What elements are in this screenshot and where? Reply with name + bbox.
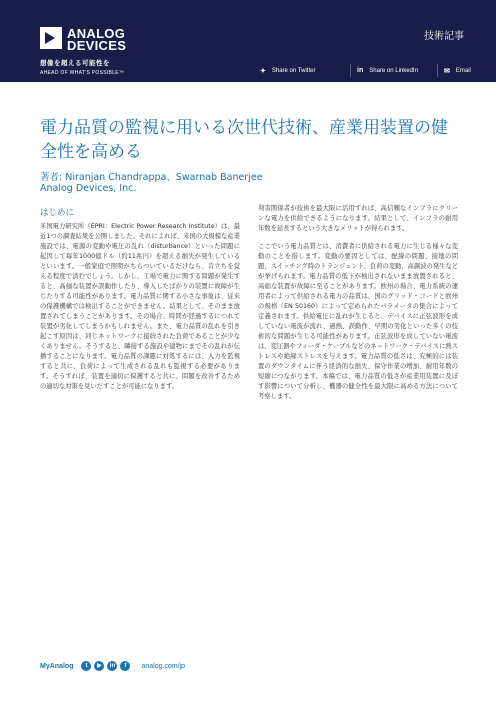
logo-text-line2: DEVICES [67,38,127,53]
article-company: Analog Devices, Inc. [40,183,137,194]
intro-heading: はじめに [40,208,75,218]
share-twitter-button[interactable] [254,64,350,77]
logo-text-line1: ANALOG [67,26,126,41]
facebook-icon[interactable]: f [120,661,130,671]
right-column [258,204,458,410]
article-title: 電力品質の監視に用いる次世代技術、産業用装置の健全性を高める [40,118,448,163]
header-banner [0,0,496,82]
footer-url-link[interactable]: analog.com/jp [141,662,186,670]
right-paragraph-1: 利害関係者が技術を最大限に活用すれば、高信頼なインフラにクリーンな電力を供給できるようになります。結果として、インフラの耐用年数を延長するという大きなメリットが得られます。 [258,205,458,232]
email-icon: ✉ [444,67,450,75]
footer [40,660,185,672]
linkedin-icon: in [357,67,364,74]
left-paragraph: 米国電力研究所（EPRI：Electric Power Research Institute）は、最近1つの調査結果を公開しました。それによれば、米国の大規模な産業施設では、電源の変動や電圧の乱れ（disturbance）といった問題に起因して毎年1000億ドル（約11兆円）を超える損失が発生しているといいます。一般家庭で照明がちらついているだけなら、苛立ちを覚える程度で済むでしょう。しかし、工場で電力に関する問題が発生すると、高価な装置が誤動作したり、導入したばかりの装置に故障が生じたりする可能性があります。電力品質に関する小さな事象は、従来の保護機構では検出することができません。結果として、そのまま放置されてしまうことがあります。その場合、時間が経過するにつれて装置が劣化してしまうかもしれません。また、電力品質の乱れを引き起こす原因は、同じネットワークに接続された負荷であることが少なくありません。そうすると、隣接する施設や建物にまでその乱れが伝播することになります。電力品質の課題に対処するには、入力を監視すると共に、負荷によって生成される乱れも監視する必要があります。そうすれば、装置を適切に保護すると共に、問題を改善するための適切な対策を見いだすことが可能になります。 [40,223,240,390]
linkedin-icon[interactable]: in [107,661,117,671]
document-type-label: 技術記事 [424,31,464,42]
tagline-english: AHEAD OF WHAT'S POSSIBLE™ [40,70,125,76]
share-linkedin-label: Share on LinkedIn [369,67,418,74]
share-linkedin-button[interactable] [350,64,437,77]
twitter-icon[interactable]: t [81,661,91,671]
share-email-button[interactable] [437,64,486,77]
share-email-label: Email [455,67,471,74]
article-authors: 著者: Niranjan Chandrappa、Swarnab Banerjee [40,172,263,183]
share-twitter-label: Share on Twitter [271,67,316,74]
right-paragraph-2: ここでいう電力品質とは、消費者に供給される電力に生じる様々な変動のことを指します。変動の要因としては、配線の問題、接地の問題、スイッチング時のトランジェント、負荷の変動、高調波の発生などが挙げられます。電力品質の低下が検出されないまま放置されると、高価な装置が故障に至ることがあります。欧州の場合、電力系統の運用者によって供給される電力の品質は、国のグリッド・コードと欧州の規格（EN 50160）によって定められたパラメータの集合によって定義されます。供給電圧に乱れが生じると、デバイスに正弦波形を成していない電流が流れ、過熱、誤動作、早期の劣化といった多くの技術的な問題が生じる可能性があります。正弦波形を成していない電流は、変圧器やフィーダ・ケーブルなどのネットワーク・デバイスに熱ストレスや絶縁ストレスを与えます。電力品質の低さは、究極的には装置のダウンタイムに伴う経済的な損失、保守作業の増加、耐用年数の短縮につながります。本稿では、電力品質の低さが産業用装置に及ぼす影響について分析し、機器の健全性を最大限に高める方法について考察します。 [258,243,458,400]
youtube-icon[interactable]: ▶ [94,661,104,671]
analog-devices-logo-icon[interactable] [40,27,62,49]
tagline-japanese: 想像を超える可能性を [40,59,110,67]
myanalog-logo[interactable]: MyAnalog [40,662,74,670]
twitter-icon: ✦ [260,67,266,75]
share-bar [254,64,486,77]
left-column [40,208,240,400]
